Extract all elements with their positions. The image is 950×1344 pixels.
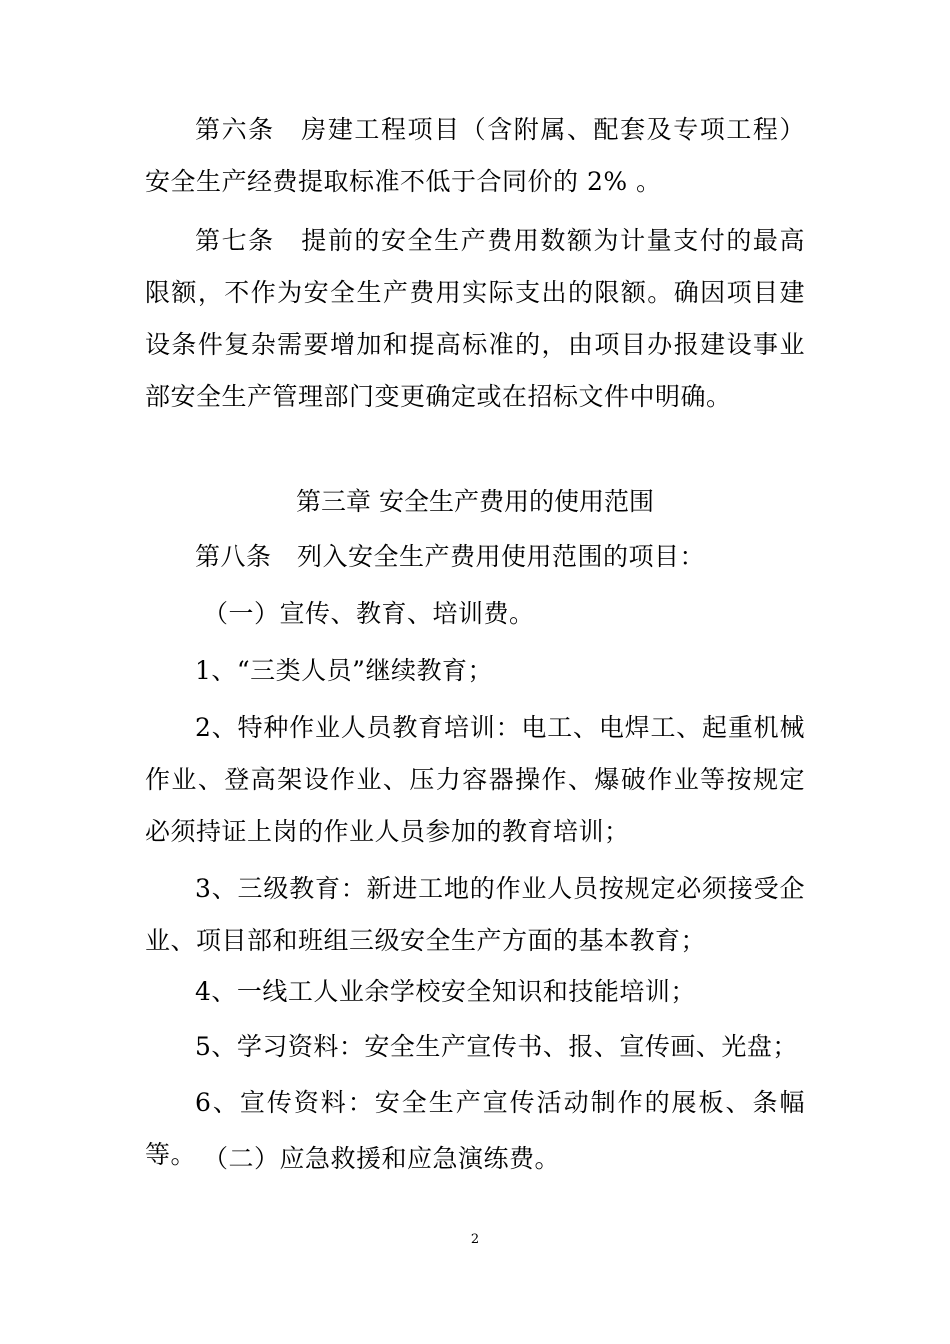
list-item-4: 4、一线工人业余学校安全知识和技能培训； (195, 977, 696, 1006)
list-item-1: 1、“三类人员”继续教育； (195, 656, 493, 685)
article-8-paragraph: 第八条 列入安全生产费用使用范围的项目： (195, 542, 706, 571)
page-number: 2 (470, 1232, 480, 1247)
article-7-paragraph: 第七条 提前的安全生产费用数额为计量支付的最高限额，不作为安全生产费用实际支出的限额。确因项目建设条件复杂需要增加和提高标准的，由项目办报建设事业部安全生产管理部门变更确定或在招标文件中明确。 (145, 226, 805, 411)
list-item-3: 3、三级教育：新进工地的作业人员按规定必须接受企业、项目部和班组三级安全生产方面的基本教育； (145, 874, 805, 955)
chapter-title: 第三章 安全生产费用的使用范围 (296, 487, 654, 516)
section-2-heading: （二）应急救援和应急演练费。 (203, 1144, 561, 1173)
section-1-heading: （一）宣传、教育、培训费。 (203, 599, 535, 628)
list-item-5: 5、学习资料：安全生产宣传书、报、宣传画、光盘； (195, 1032, 798, 1061)
list-item-2: 2、特种作业人员教育培训：电工、电焊工、起重机械作业、登高架设作业、压力容器操作、爆破作业等按规定必须持证上岗的作业人员参加的教育培训； (145, 713, 805, 846)
list-item-6: 6、宣传资料：安全生产宣传活动制作的展板、条幅等。 (145, 1088, 805, 1169)
article-6-paragraph: 第六条 房建工程项目（含附属、配套及专项工程）安全生产经费提取标准不低于合同价的 2% 。 (145, 115, 805, 196)
